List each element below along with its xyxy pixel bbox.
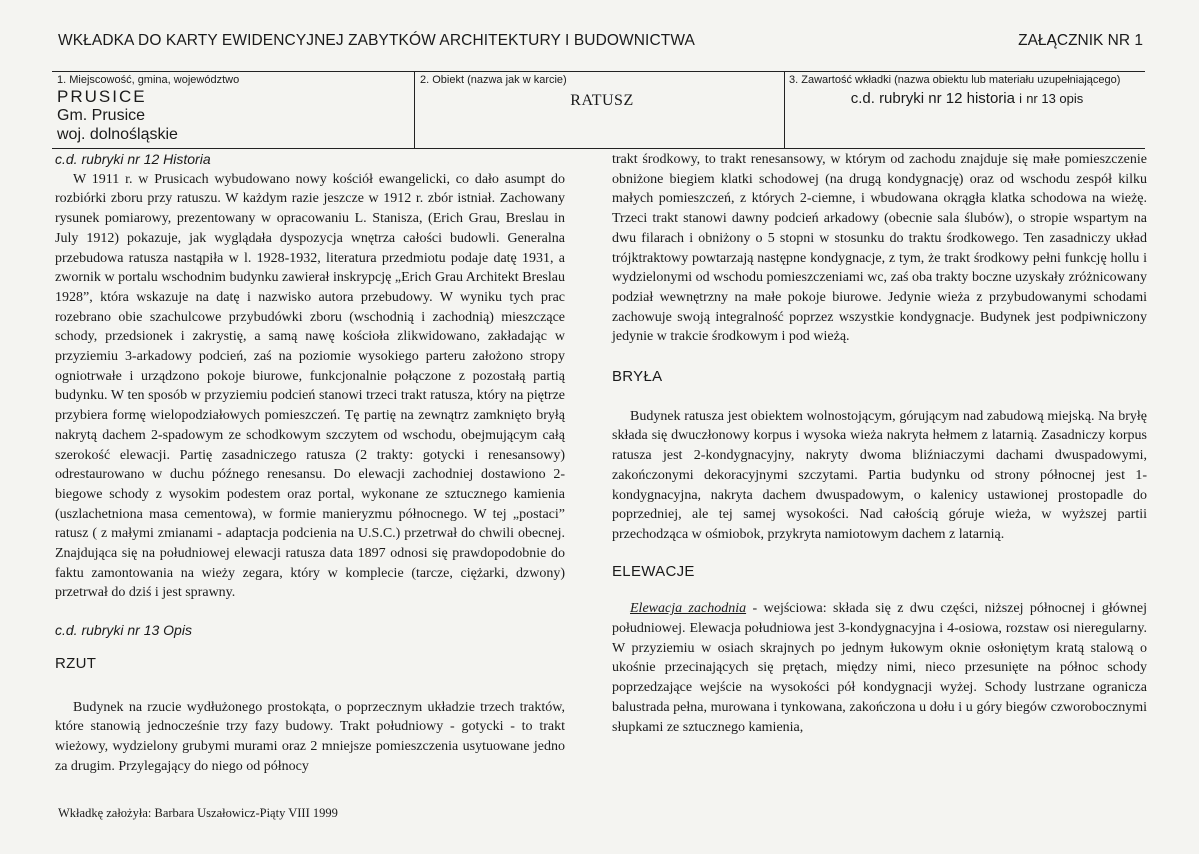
document-title: WKŁADKA DO KARTY EWIDENCYJNEJ ZABYTKÓW ARCHITEKTURY I BUDOWNICTWA <box>58 32 695 49</box>
field-location-label: 1. Miejscowość, gmina, województwo <box>57 74 240 86</box>
right-column <box>612 150 1147 737</box>
location-gmina: Gm. Prusice <box>57 107 146 124</box>
field-contents-label: 3. Zawartość wkładki (nazwa obiektu lub materiału uzupełniającego) <box>789 74 1121 86</box>
elevation-west-text: - wejściowa: składa się z dwu części, niższej północnej i głównej południowej. Elewacja południowa jest 3-kondygnacyjna i 4-osiowa, rozstaw osi nieregularny. W przyziemiu w osiach skrajnych po jednym łukowym oknie osłoniętym kratą stalową o ukośnie przecinających się prętach, między nimi, nieco przesunięte na północ schody poprzedzające wejście na wysokości pół kondygnacji wyżej. Schody lustrzane ogranicza balustrada pełna, murowana i tynkowana, zakończona u dołu i u góry biegów czworobocznymi słupkami ze sztucznego kamienia, <box>612 601 1147 735</box>
elewacje-paragraph <box>612 599 1147 737</box>
location-town: PRUSICE <box>57 87 147 106</box>
author-footer: Wkładkę założyła: Barbara Uszałowicz-Piąty VIII 1999 <box>58 806 338 820</box>
elevation-west-term: Elewacja zachodnia <box>630 601 747 617</box>
contents-part-b: nr 13 opis <box>1026 91 1084 106</box>
field-contents <box>785 72 1145 148</box>
object-name: RATUSZ <box>570 92 634 109</box>
location-voivodeship: woj. dolnośląskie <box>57 126 178 143</box>
field-object <box>414 72 785 148</box>
section-elewacje-heading: ELEWACJE <box>612 562 695 580</box>
history-paragraph: W 1911 r. w Prusicach wybudowano nowy kościół ewangelicki, co dało asumpt do rozbiórki zboru przy ratuszu. W każdym razie jeszcze w 1912 r. zbór istniał. Zachowany rysunek pomiarowy, prezentowany w opracowaniu L. Stanisza, (Erich Grau, Breslau in July 1912) pokazuje, jak wyglądała dyspozycja wnętrza całości budowli. Generalna przebudowa ratusza nastąpiła w l. 1928-1932, literatura przedmiotu podaje datę 1931, a zwornik w portalu wschodnim budynku zawierał inskrypcję „Erich Grau Architekt Breslau 1928”, która wskazuje na datę i nazwisko autora przebudowy. W wyniku tych prac rozebrano obie szachulcowe przybudówki zboru (wschodnią i zachodnią) mieszczące schody, przedsionek i zakrystię, a samą nawę kościoła zlikwidowano, zakładając w przyziemiu 3-arkadowy podcień, zaś na poziomie wysokiego parteru założono stropy ogniotrwałe i urządzono pokoje biurowe, funkcjonalnie połączone z pozostałą partią budynku. W ten sposób w przyziemiu podcień stanowi trzeci trakt ratusza, który na piętrze przybiera formę wielopodziałowych pomieszczeń. Tę partię na zewnątrz zamknięto bryłą nakrytą dachem 2-spadowym ze schodkowym szczytem od wschodu, obejmującym całą szerokość elewacji. Partię zasadniczego ratusza (2 trakty: gotycki i renesansowy) odrestaurowano w duchu późnego renesansu. Do elewacji zachodniej dostawiono 2-biegowe schody z wysokim podestem oraz portal, wykonane ze sztucznego kamienia (uszlachetniona masa cementowa), w formie manieryzmu północnego. W tej „postaci” ratusz ( z małymi zmianami - adaptacja podcienia na U.S.C.) przetrwał do chwili obecnej. Znajdująca się na południowej elewacji ratusza data 1897 odnosi się prawdopodobnie do faktu zamontowania na wieży zegara, który w komplecie (tarcze, ciężarki, dzwony) przetrwał do dziś i jest sprawny. <box>55 171 565 601</box>
section-rzut-heading: RZUT <box>55 654 97 672</box>
left-column <box>55 150 565 776</box>
field-location <box>52 72 414 148</box>
contents-value <box>789 90 1145 107</box>
bryla-paragraph: Budynek ratusza jest obiektem wolnostojącym, górującym nad zabudową miejską. Na bryłę składa się dwuczłonowy korpus i wysoka wieża nakryta hełmem z latarnią. Zasadniczy korpus ratusza jest 2-kondygnacyjny, nakryty dwoma bliźniaczymi dachami dwuspadowymi, zakończonymi dekoracyjnymi szczytami. Partia budynku od strony północnej jest 1-kondygnacyjna, nakryta dachem dwuspadowym, o kalenicy ustawionej prostopadle do poprzedniej, ale tej samej wysokości. Nad całością góruje wieża, w wyższej partii przechodząca w ośmiobok, przykryta namiotowym dachem z latarnią. <box>612 408 1147 542</box>
rzut-paragraph: Budynek na rzucie wydłużonego prostokąta, o poprzecznym układzie trzech traktów, które stanowią jednocześnie trzy fazy budowy. Trakt południowy - gotycki - to trakt wieżowy, wydzielony grubymi murami oraz 2 mniejsze pomieszczenia usytuowane jedno za drugim. Przylegający do niego od północy <box>55 699 565 774</box>
field-object-label: 2. Obiekt (nazwa jak w karcie) <box>420 74 567 86</box>
section-bryla-heading: BRYŁA <box>612 368 663 386</box>
annex-number: ZAŁĄCZNIK NR 1 <box>1018 32 1143 49</box>
contents-conj: i <box>1019 91 1023 106</box>
rubric-12-heading: c.d. rubryki nr 12 Historia <box>55 151 211 167</box>
contents-part-a: c.d. rubryki nr 12 historia <box>850 90 1015 107</box>
rubric-13-heading: c.d. rubryki nr 13 Opis <box>55 622 192 639</box>
rzut-paragraph-continued: trakt środkowy, to trakt renesansowy, w którym od zachodu znajduje się małe pomieszczenie obniżone biegiem klatki schodowej (na drugą kondygnację) oraz od wschodu zespół kilku małych pomieszczeń, z których 2-ciemne, i wbudowana okrągła klatka schodowa na wieżę. Trzeci trakt stanowi dawny podcień arkadowy (obecnie sala ślubów), o stropie wspartym na dwu filarach i obniżony o 5 stopni w stosunku do traktu środkowego. Ten zasadniczy układ trójktraktowy powtarzają następne kondygnacje, z tym, że trakt środkowy pełni funkcję hollu i wydzielonymi od wschodu pomieszczeniami wc, zaś oba trakty boczne uzyskały zróżnicowany podział wewnętrzny na małe pokoje biurowe. Jedynie wieża z przybudowanymi schodami zachowuje swoją integralność poprzez wszystkie kondygnacje. Budynek jest podpiwniczony jedynie w trakcie środkowym i pod wieżą. <box>612 152 1147 345</box>
header-fields-table <box>52 71 1145 149</box>
